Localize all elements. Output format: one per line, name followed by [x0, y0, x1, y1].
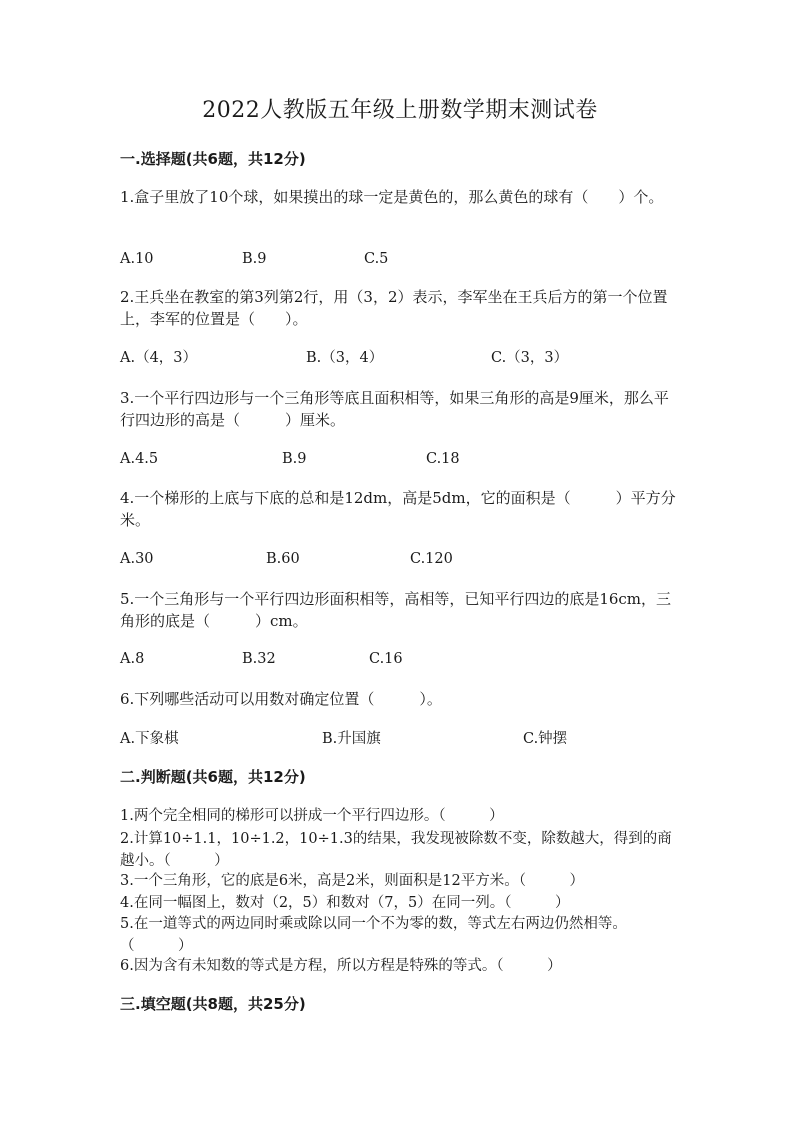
- answer-option: B.9: [282, 451, 307, 467]
- question-text: 3.一个平行四边形与一个三角形等底且面积相等，如果三角形的高是9厘米，那么平行四边形的高是（ ）厘米。: [120, 389, 669, 429]
- judge-item: 1.两个完全相同的梯形可以拼成一个平行四边形。（ ）: [120, 808, 504, 824]
- judge-item: 6.因为含有未知数的等式是方程，所以方程是特殊的等式。（ ）: [120, 958, 562, 974]
- question-text: 2.王兵坐在教室的第3列第2行，用（3，2）表示，李军坐在王兵后方的第一个位置上，李军的位置是（ ）。: [120, 288, 668, 328]
- answer-option: B.60: [266, 551, 300, 567]
- answer-option: C.钟摆: [523, 731, 568, 747]
- section-heading-true-false: 二.判断题(共6题，共12分): [120, 768, 306, 786]
- answer-option: A.10: [120, 251, 154, 267]
- question-text: 6.下列哪些活动可以用数对确定位置（ ）。: [120, 690, 442, 708]
- answer-option: A.（4，3）: [120, 350, 198, 366]
- answer-option: B.升国旗: [322, 731, 381, 747]
- judge-item: 2.计算10÷1.1，10÷1.2，10÷1.3的结果，我发现被除数不变，除数越大，得到的商越小。（ ）: [120, 831, 672, 869]
- judge-item: 4.在同一幅图上，数对（2，5）和数对（7，5）在同一列。（ ）: [120, 895, 570, 911]
- question-text: 5.一个三角形与一个平行四边形面积相等，高相等，已知平行四边的底是16cm，三角形的底是（ ）cm。: [120, 590, 672, 630]
- answer-option: A.8: [120, 651, 145, 667]
- answer-option: B.32: [242, 651, 276, 667]
- section-heading-multiple-choice: 一.选择题(共6题，共12分): [120, 150, 306, 168]
- answer-option: A.30: [120, 551, 154, 567]
- judge-item: 3.一个三角形，它的底是6米，高是2米，则面积是12平方米。（ ）: [120, 873, 584, 889]
- question-text: 4.一个梯形的上底与下底的总和是12dm，高是5dm，它的面积是（ ）平方分米。: [120, 489, 676, 529]
- judge-item: 5.在一道等式的两边同时乘或除以同一个不为零的数，等式左右两边仍然相等。（ ）: [120, 916, 627, 954]
- answer-option: C.16: [369, 651, 403, 667]
- question-text: 1.盒子里放了10个球，如果摸出的球一定是黄色的，那么黄色的球有（ ）个。: [120, 188, 664, 206]
- page-title: 2022人教版五年级上册数学期末测试卷: [202, 98, 598, 123]
- answer-option: C.（3，3）: [491, 350, 569, 366]
- answer-option: B.9: [242, 251, 267, 267]
- answer-option: A.4.5: [120, 451, 159, 467]
- answer-option: C.5: [364, 251, 389, 267]
- answer-option: A.下象棋: [120, 731, 179, 747]
- answer-option: B.（3，4）: [306, 350, 384, 366]
- answer-option: C.120: [410, 551, 453, 567]
- answer-option: C.18: [426, 451, 460, 467]
- section-heading-fill-in: 三.填空题(共8题，共25分): [120, 995, 306, 1013]
